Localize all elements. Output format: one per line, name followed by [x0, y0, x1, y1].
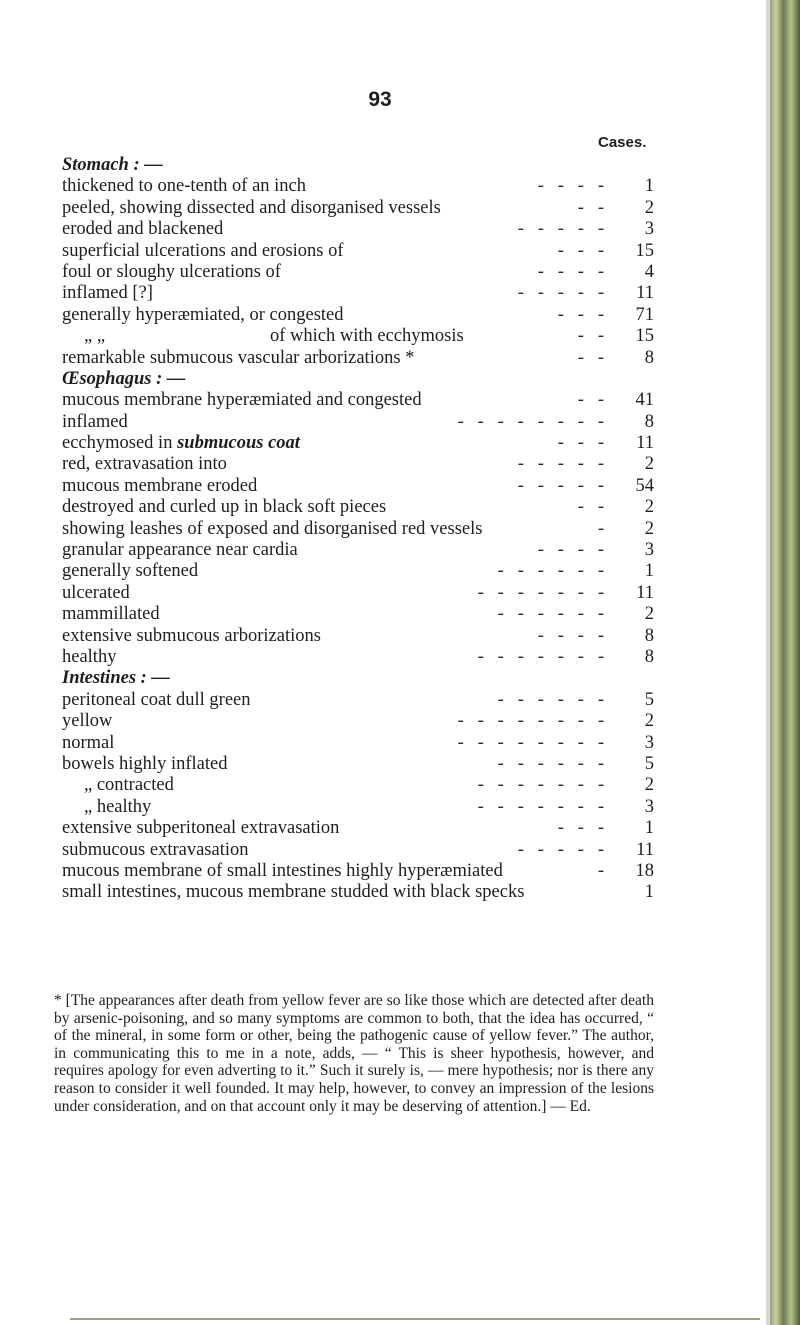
case-count: 18 — [635, 860, 654, 881]
case-count: 4 — [644, 261, 654, 282]
row-label: extensive submucous arborizations — [62, 625, 321, 646]
leader-dashes: - - - - - - — [497, 689, 604, 710]
table-row — [62, 561, 654, 582]
case-count: 11 — [636, 839, 654, 860]
table-row — [62, 604, 654, 625]
table-row — [62, 476, 654, 497]
case-count: 8 — [644, 411, 654, 432]
leader-dashes: - - - - - - - — [477, 796, 604, 817]
table-row — [62, 733, 654, 754]
case-count: 41 — [635, 390, 654, 411]
table-row — [62, 390, 654, 411]
table-row — [62, 583, 654, 604]
leader-dashes: - - - - — [537, 540, 604, 561]
page-bottom-edge — [70, 1318, 760, 1320]
case-count: 8 — [644, 646, 654, 667]
row-label: mucous membrane of small intestines highly hyperæmiated — [62, 860, 503, 881]
section-heading — [62, 155, 654, 176]
row-label: destroyed and curled up in black soft pieces — [62, 497, 387, 518]
footnote: * [The appearances after death from yellow fever are so like those which are detected after death by arsenic-poisoning, and so many symptoms are common to both, that the idea has occurred, “ of the mineral, in some form or other, being the pathogenic cause of yellow fever.” The author, in communicating this to me in a note, adds, — “ This is sheer hypothesis, however, and requires apology for even adverting to it.” Such it surely is, — mere hypothesis; nor is there any reason to consider it well founded. It may help, however, to convey an impression of the lesions under consideration, and on that account only it may be deserving of attention.] — Ed. — [54, 992, 654, 1115]
row-label: granular appearance near cardia — [62, 540, 298, 561]
leader-dashes: - - - - - - — [497, 561, 604, 582]
leader-dashes: - - - — [557, 304, 604, 325]
leader-dashes: - - - - — [537, 176, 604, 197]
table-row — [62, 241, 654, 262]
row-label: small intestines, mucous membrane studded with black specks — [62, 882, 525, 903]
row-label: healthy — [62, 646, 117, 667]
row-label: showing leashes of exposed and disorganised red vessels — [62, 518, 483, 539]
page-number: 93 — [368, 88, 392, 111]
case-count: 5 — [644, 753, 654, 774]
cases-column-header: Cases. — [598, 134, 647, 151]
row-label: mucous membrane eroded — [62, 475, 258, 496]
case-count: 1 — [644, 176, 654, 197]
table-row — [62, 882, 654, 903]
row-label: remarkable submucous vascular arborizations * — [62, 347, 415, 368]
leader-dashes: - - - - — [537, 261, 604, 282]
row-label: inflamed [?] — [62, 283, 153, 304]
table-row — [62, 540, 654, 561]
table-row — [62, 519, 654, 540]
case-count: 3 — [644, 219, 654, 240]
leader-dashes: - - - - - — [517, 283, 604, 304]
case-count: 15 — [635, 240, 654, 261]
case-count: 1 — [644, 882, 654, 903]
table-row — [62, 818, 654, 839]
leader-dashes: - - - - - - - — [477, 775, 604, 796]
leader-dashes: - - - - - - - - — [457, 711, 604, 732]
case-count: 8 — [644, 347, 654, 368]
row-label: mammillated — [62, 604, 160, 625]
findings-table — [62, 155, 654, 904]
leader-dashes: - - - - - - - - — [457, 411, 604, 432]
row-label: yellow — [62, 711, 113, 732]
row-label: red, extravasation into — [62, 454, 227, 475]
leader-dashes: - - — [577, 326, 604, 347]
section-heading — [62, 668, 654, 689]
table-row — [62, 626, 654, 647]
leader-dashes: - - — [577, 497, 604, 518]
leader-dashes: - - - - — [537, 625, 604, 646]
book-binding-edge — [770, 0, 800, 1325]
leader-dashes: - - — [577, 197, 604, 218]
table-row — [62, 454, 654, 475]
row-label: peritoneal coat dull green — [62, 689, 251, 710]
table-row — [62, 690, 654, 711]
case-count: 2 — [644, 497, 654, 518]
leader-dashes: - - - - - - - - — [457, 732, 604, 753]
leader-dashes: - - — [577, 390, 604, 411]
table-row — [62, 283, 654, 304]
leader-dashes: - - - - - - — [497, 604, 604, 625]
leader-dashes: - - - - - — [517, 475, 604, 496]
table-row — [62, 433, 654, 454]
row-label: peeled, showing dissected and disorganised vessels — [62, 197, 441, 218]
table-row — [62, 775, 654, 796]
table-row — [62, 219, 654, 240]
table-row — [62, 176, 654, 197]
leader-dashes: - - - — [557, 240, 604, 261]
table-row — [62, 754, 654, 775]
leader-dashes: - — [597, 518, 604, 539]
row-label: „ healthy — [84, 796, 152, 817]
case-count: 8 — [644, 625, 654, 646]
table-row — [62, 262, 654, 283]
case-count: 2 — [644, 711, 654, 732]
table-row — [62, 711, 654, 732]
case-count: 5 — [644, 689, 654, 710]
leader-dashes: - - - - - - - — [477, 582, 604, 603]
row-label-emphasis: submucous coat — [177, 433, 300, 454]
case-count: 71 — [635, 304, 654, 325]
case-count: 2 — [644, 604, 654, 625]
leader-dashes: - - - — [557, 433, 604, 454]
section-heading — [62, 369, 654, 390]
table-row — [62, 861, 654, 882]
table-row — [62, 647, 654, 668]
row-label: foul or sloughy ulcerations of — [62, 261, 281, 282]
case-count: 15 — [635, 326, 654, 347]
case-count: 3 — [644, 796, 654, 817]
leader-dashes: - - - - - — [517, 219, 604, 240]
leader-dashes: - - - - - - — [497, 753, 604, 774]
table-row — [62, 305, 654, 326]
table-row — [62, 412, 654, 433]
leader-dashes: - - - - - - - — [477, 646, 604, 667]
case-count: 11 — [636, 433, 654, 454]
row-label: eroded and blackened — [62, 219, 224, 240]
leader-dashes: - — [597, 860, 604, 881]
ditto-marks: „ „ — [84, 326, 106, 347]
row-label-text: ecchymosed in — [62, 433, 178, 454]
row-label: superficial ulcerations and erosions of — [62, 240, 344, 261]
table-row — [62, 497, 654, 518]
row-label: generally hyperæmiated, or congested — [62, 304, 344, 325]
case-count: 2 — [644, 454, 654, 475]
row-label: ulcerated — [62, 582, 130, 603]
row-label: thickened to one-tenth of an inch — [62, 176, 307, 197]
case-count: 2 — [644, 197, 654, 218]
case-count: 1 — [644, 818, 654, 839]
row-label: „ contracted — [84, 775, 174, 796]
case-count: 11 — [636, 283, 654, 304]
row-label: of which with ecchymosis — [270, 326, 464, 347]
row-label: submucous extravasation — [62, 839, 249, 860]
row-label: bowels highly inflated — [62, 753, 228, 774]
case-count: 1 — [644, 561, 654, 582]
table-row — [62, 840, 654, 861]
table-row — [62, 348, 654, 369]
row-label — [62, 433, 300, 454]
section-heading-text: Intestines : — — [62, 668, 170, 689]
leader-dashes: - - - - - — [517, 839, 604, 860]
section-heading-text: Stomach : — — [62, 155, 163, 175]
row-label: inflamed — [62, 411, 128, 432]
case-count: 11 — [636, 582, 654, 603]
row-label: extensive subperitoneal extravasation — [62, 818, 340, 839]
case-count: 2 — [644, 518, 654, 539]
case-count: 54 — [635, 475, 654, 496]
row-label: mucous membrane hyperæmiated and congested — [62, 390, 422, 411]
row-label: generally softened — [62, 561, 199, 582]
case-count: 3 — [644, 540, 654, 561]
section-heading-text: Œsophagus : — — [62, 368, 186, 389]
case-count: 2 — [644, 775, 654, 796]
table-row — [62, 198, 654, 219]
case-count: 3 — [644, 732, 654, 753]
table-row — [62, 797, 654, 818]
leader-dashes: - - - — [557, 818, 604, 839]
leader-dashes: - - - - - — [517, 454, 604, 475]
leader-dashes: - - — [577, 347, 604, 368]
table-row — [62, 326, 654, 347]
row-label: normal — [62, 732, 115, 753]
